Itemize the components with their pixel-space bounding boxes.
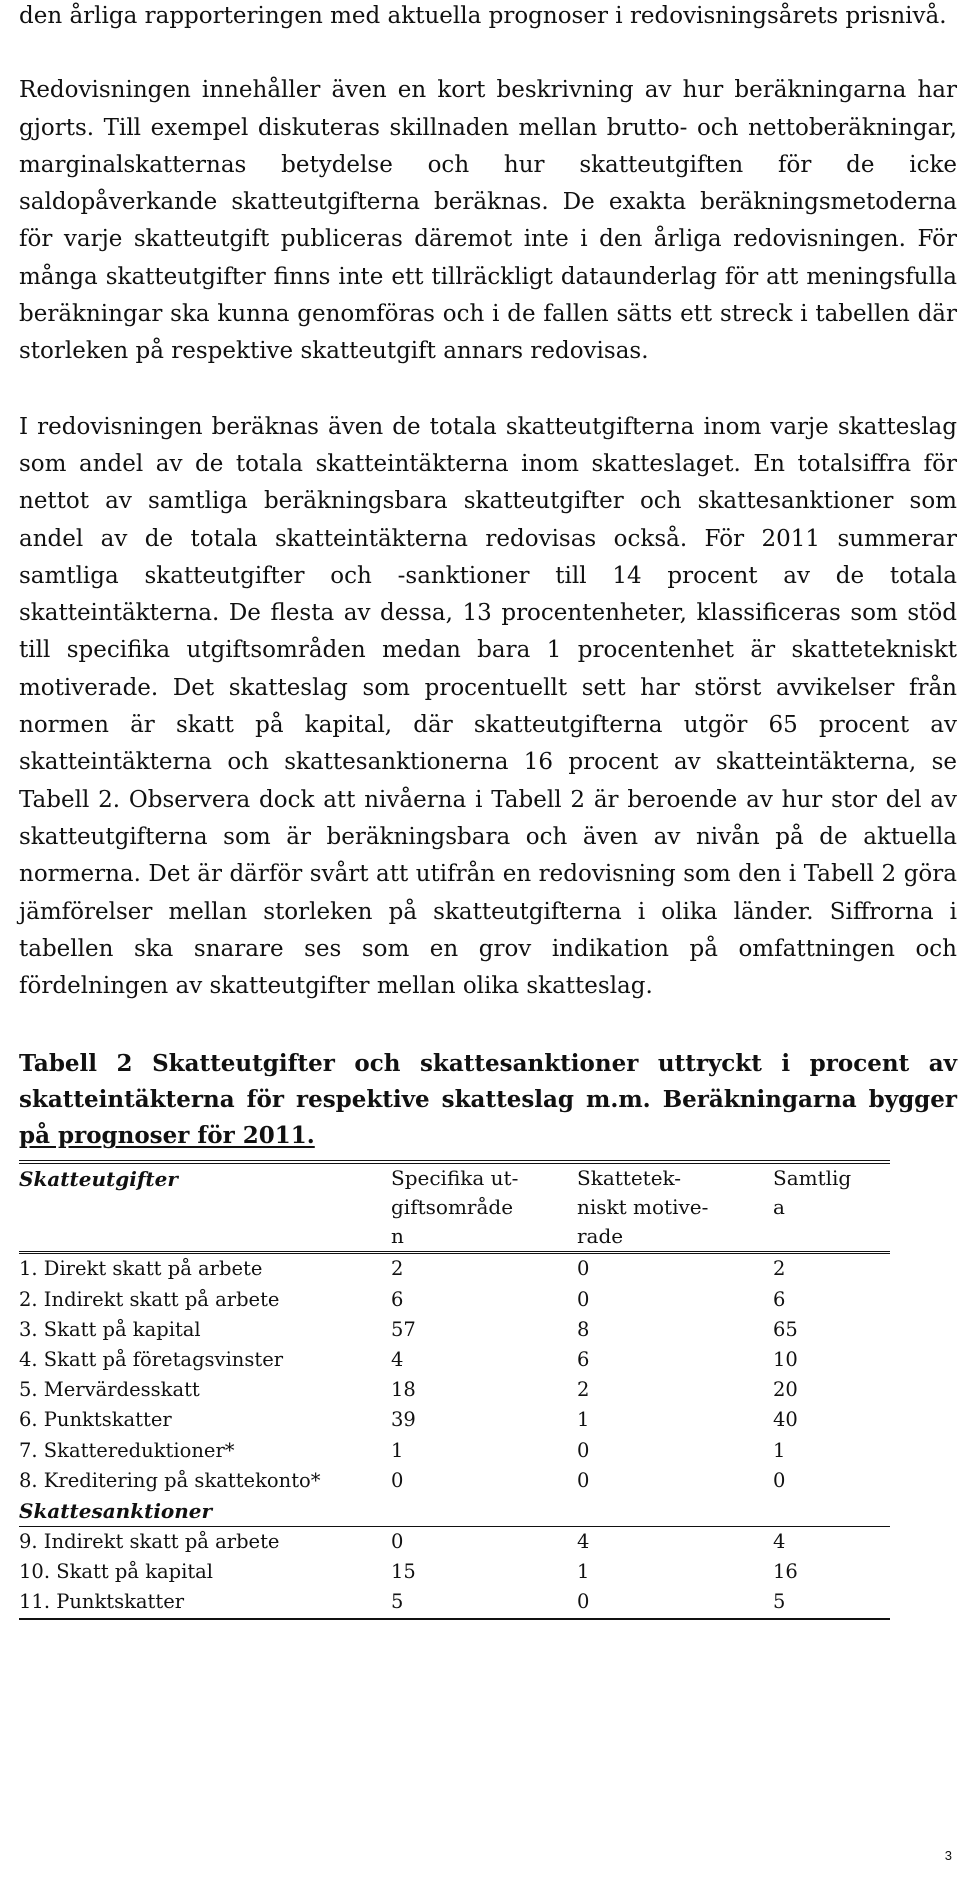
tax-expenditure-table	[19, 1160, 890, 1619]
value-specifika: 2	[391, 1257, 404, 1281]
header-line: Samtlig	[773, 1166, 852, 1191]
paragraph-3: I redovisningen beräknas även de totala skatteutgifterna inom varje skatteslag som andel av de totala skatteintäkterna inom skatteslaget. En totalsiffra för nettot av samtliga beräkningsbara skatteutgifter och skattesanktioner som andel av de totala skatteintäkterna redovisas också. För 2011 summerar samtliga skatteutgifter och -sanktioner till 14 procent av de totala skatteintäkterna. De flesta av dessa, 13 procentenheter, klassificeras som stöd till specifika utgiftsområden medan bara 1 procentenhet är skattetekniskt motiverade. Det skatteslag som procentuellt sett har störst avvikelser från normen är skatt på kapital, där skatteutgifterna utgör 65 procent av skatteintäkterna och skattesanktionerna 16 procent av skatteintäkterna, se Tabell 2. Observera dock att nivåerna i Tabell 2 är beroende av hur stor del av skatteutgifterna som är beräkningsbara och även av nivån på de aktuella normerna. Det är därför svårt att utifrån en redovisning som den i Tabell 2 göra jämförelser mellan storleken på skatteutgifterna i olika länder. Siffrorna i tabellen ska snarare ses som en grov indikation på omfattningen och fördelningen av skatteutgifter mellan olika skatteslag.	[19, 413, 957, 1000]
row-label: 11. Punktskatter	[19, 1590, 185, 1614]
paragraph-2: Redovisningen innehåller även en kort beskrivning av hur beräkningarna har gjorts. Till exempel diskuteras skillnaden mellan brutto- och nettoberäkningar, marginalskatternas betydelse och hur skatteutgiften för de icke saldopåverkande skatteutgifterna beräknas. De exakta beräkningsmetoderna för varje skatteutgift publiceras däremot inte i den årliga redovisningen. För många skatteutgifter finns inte ett tillräckligt dataunderlag för att meningsfulla beräkningar ska kunna genomföras och i de fallen sätts ett streck i tabellen där storleken på respektive skatteutgift annars redovisas.	[19, 77, 957, 365]
value-samtliga: 2	[773, 1257, 786, 1281]
page-number: 3	[944, 1848, 952, 1863]
value-skattetekniskt: 2	[577, 1378, 590, 1402]
value-specifika: 39	[391, 1408, 416, 1432]
value-specifika: 5	[391, 1590, 404, 1614]
value-specifika: 1	[391, 1438, 404, 1462]
header-line: giftsområde	[391, 1195, 514, 1220]
value-skattetekniskt: 1	[577, 1408, 590, 1432]
paragraph-1: den årliga rapporteringen med aktuella prognoser i redovisningsårets prisnivå.	[19, 3, 947, 29]
header-line: niskt motive-	[577, 1195, 709, 1220]
value-samtliga: 5	[773, 1590, 786, 1614]
row-label: 8. Kreditering på skattekonto*	[19, 1468, 321, 1492]
table-caption-last: på prognoser för 2011.	[19, 1122, 315, 1150]
table-row	[19, 1315, 890, 1345]
value-specifika: 0	[391, 1530, 404, 1554]
table-row	[19, 1557, 890, 1587]
value-skattetekniskt: 6	[577, 1348, 590, 1372]
header-specifika	[391, 1162, 577, 1253]
header-section-cell	[19, 1162, 391, 1253]
value-samtliga: 40	[773, 1408, 798, 1432]
value-skattetekniskt: 1	[577, 1560, 590, 1584]
value-samtliga: 4	[773, 1530, 786, 1554]
header-line: rade	[577, 1224, 624, 1249]
value-samtliga: 1	[773, 1438, 786, 1462]
row-label: 1. Direkt skatt på arbete	[19, 1257, 263, 1281]
section-label-skatteutgifter: Skatteutgifter	[19, 1167, 178, 1192]
table-row	[19, 1436, 890, 1466]
table-row	[19, 1253, 890, 1285]
section-label-text: Skattesanktioner	[19, 1499, 213, 1524]
row-label: 10. Skatt på kapital	[19, 1560, 214, 1584]
header-line: Skattetek-	[577, 1166, 682, 1191]
value-specifika: 18	[391, 1378, 416, 1402]
table-row	[19, 1405, 890, 1435]
table-body	[19, 1253, 890, 1619]
section-row	[19, 1496, 890, 1527]
value-specifika: 57	[391, 1317, 416, 1341]
value-skattetekniskt: 0	[577, 1287, 590, 1311]
value-skattetekniskt: 0	[577, 1468, 590, 1492]
table-row	[19, 1587, 890, 1618]
table-header-row	[19, 1162, 890, 1253]
row-label: 3. Skatt på kapital	[19, 1317, 201, 1341]
table-row	[19, 1527, 890, 1558]
header-line: n	[391, 1224, 404, 1249]
value-samtliga: 10	[773, 1348, 798, 1372]
section-label-skattesanktioner	[19, 1496, 890, 1527]
value-skattetekniskt: 0	[577, 1438, 590, 1462]
header-skattetekniskt	[577, 1162, 773, 1253]
header-line: Specifika ut-	[391, 1166, 519, 1191]
value-specifika: 4	[391, 1348, 404, 1372]
value-skattetekniskt: 8	[577, 1317, 590, 1341]
table-caption-main: Tabell 2 Skatteutgifter och skattesanktioner uttryckt i procent av skatteintäkterna för respektive skatteslag m.m. Beräkningarna bygger	[19, 1050, 957, 1114]
value-samtliga: 6	[773, 1287, 786, 1311]
document-page	[19, 0, 957, 1620]
value-samtliga: 16	[773, 1560, 798, 1584]
table-row	[19, 1375, 890, 1405]
value-specifika: 0	[391, 1468, 404, 1492]
row-label: 7. Skattereduktioner*	[19, 1438, 235, 1462]
value-skattetekniskt: 0	[577, 1590, 590, 1614]
row-label: 2. Indirekt skatt på arbete	[19, 1287, 280, 1311]
table-caption	[19, 1046, 957, 1154]
row-label: 4. Skatt på företagsvinster	[19, 1348, 284, 1372]
row-label: 9. Indirekt skatt på arbete	[19, 1530, 280, 1554]
value-samtliga: 0	[773, 1468, 786, 1492]
value-skattetekniskt: 0	[577, 1257, 590, 1281]
row-label: 6. Punktskatter	[19, 1408, 172, 1432]
value-specifika: 15	[391, 1560, 416, 1584]
header-line: a	[773, 1195, 785, 1220]
value-specifika: 6	[391, 1287, 404, 1311]
value-skattetekniskt: 4	[577, 1530, 590, 1554]
row-label: 5. Mervärdesskatt	[19, 1378, 200, 1402]
value-samtliga: 65	[773, 1317, 798, 1341]
value-samtliga: 20	[773, 1378, 798, 1402]
table-row	[19, 1345, 890, 1375]
table-row	[19, 1466, 890, 1496]
table-row	[19, 1285, 890, 1315]
header-samtliga	[773, 1162, 890, 1253]
